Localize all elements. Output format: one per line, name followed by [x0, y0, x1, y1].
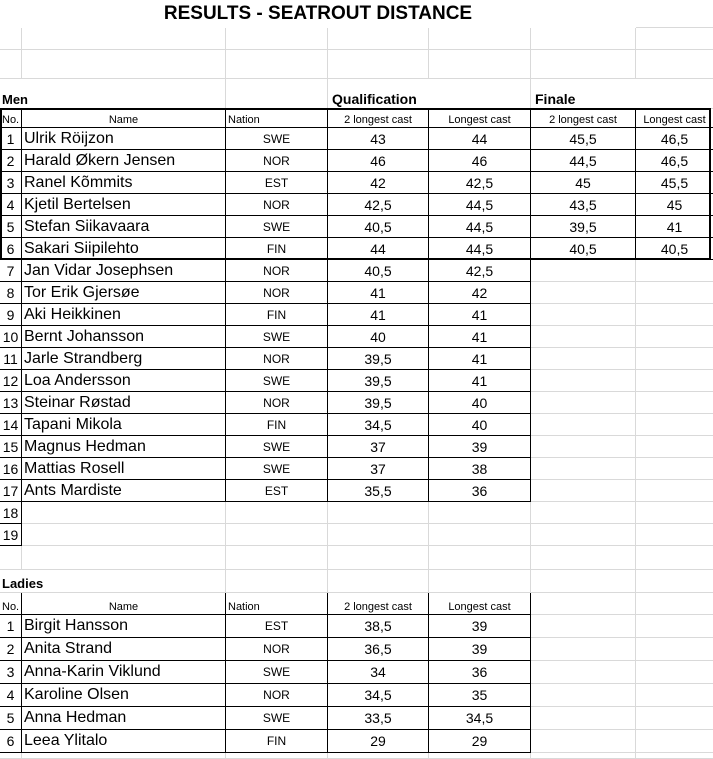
final-2-longest[interactable]: 44,5	[531, 150, 636, 172]
nation[interactable]: SWE	[226, 370, 328, 392]
athlete-name[interactable]	[22, 502, 226, 524]
athlete-name[interactable]: Kjetil Bertelsen	[22, 194, 226, 216]
row-number: 8	[0, 282, 22, 304]
nation[interactable]: NOR	[226, 194, 328, 216]
header-qual-longest: Longest cast	[429, 593, 531, 615]
row-number: 17	[0, 480, 22, 502]
athlete-name[interactable]: Stefan Siikavaara	[22, 216, 226, 238]
qual-2-longest[interactable]: 44	[328, 238, 429, 260]
row-number: 11	[0, 348, 22, 370]
qual-longest[interactable]: 39	[429, 436, 531, 458]
nation[interactable]: NOR	[226, 348, 328, 370]
row-number: 12	[0, 370, 22, 392]
final-2-longest[interactable]	[531, 458, 636, 480]
qual-2-longest[interactable]: 40,5	[328, 216, 429, 238]
header-name: Name	[22, 593, 226, 615]
qual-2-longest[interactable]: 34	[328, 661, 429, 684]
qual-2-longest[interactable]: 34,5	[328, 414, 429, 436]
athlete-name[interactable]: Anna-Karin Viklund	[22, 661, 226, 684]
nation[interactable]: SWE	[226, 326, 328, 348]
nation[interactable]: FIN	[226, 414, 328, 436]
nation[interactable]	[226, 524, 328, 546]
final-longest[interactable]	[636, 282, 713, 304]
row-number: 10	[0, 326, 22, 348]
qual-longest[interactable]: 29	[429, 730, 531, 753]
row-number: 1	[0, 615, 22, 638]
qual-2-longest[interactable]: 34,5	[328, 684, 429, 707]
row-number: 3	[0, 661, 22, 684]
athlete-name[interactable]: Anna Hedman	[22, 707, 226, 730]
final-longest[interactable]	[636, 392, 713, 414]
final-longest[interactable]: 46,5	[636, 128, 713, 150]
table-row	[0, 458, 713, 480]
athlete-name[interactable]: Jarle Strandberg	[22, 348, 226, 370]
table-row	[0, 238, 713, 260]
qual-longest[interactable]: 44,5	[429, 216, 531, 238]
qual-longest[interactable]: 36	[429, 661, 531, 684]
athlete-name[interactable]: Bernt Johansson	[22, 326, 226, 348]
row-number: 19	[0, 524, 22, 546]
athlete-name[interactable]: Ranel Kõmmits	[22, 172, 226, 194]
blank-row	[0, 753, 713, 759]
header-nation: Nation	[226, 109, 328, 128]
nation[interactable]: NOR	[226, 150, 328, 172]
qual-longest[interactable]: 44	[429, 128, 531, 150]
row-number: 6	[0, 730, 22, 753]
nation[interactable]: SWE	[226, 128, 328, 150]
athlete-name[interactable]: Tapani Mikola	[22, 414, 226, 436]
qual-2-longest[interactable]: 43	[328, 128, 429, 150]
row-number: 1	[0, 128, 22, 150]
athlete-name[interactable]: Ants Mardiste	[22, 480, 226, 502]
qual-2-longest[interactable]: 42,5	[328, 194, 429, 216]
table-row	[0, 615, 713, 638]
cell[interactable]	[636, 0, 713, 28]
final-2-longest[interactable]	[531, 414, 636, 436]
row-number: 18	[0, 502, 22, 524]
table-row	[0, 480, 713, 502]
table-row	[0, 370, 713, 392]
final-longest[interactable]	[636, 414, 713, 436]
table-row	[0, 502, 713, 524]
final-2-longest[interactable]	[531, 392, 636, 414]
final-2-longest[interactable]	[531, 282, 636, 304]
blank-row	[0, 546, 713, 570]
title-row	[0, 0, 713, 28]
table-row	[0, 661, 713, 684]
qualification-group-label: Qualification	[328, 79, 429, 109]
table-row	[0, 128, 713, 150]
blank-row	[0, 28, 713, 50]
row-number: 2	[0, 150, 22, 172]
final-longest[interactable]: 46,5	[636, 150, 713, 172]
final-longest[interactable]: 41	[636, 216, 713, 238]
row-number: 15	[0, 436, 22, 458]
header-final-2-longest: 2 longest cast	[531, 109, 636, 128]
final-2-longest[interactable]	[531, 436, 636, 458]
athlete-name[interactable]: Mattias Rosell	[22, 458, 226, 480]
final-longest[interactable]	[636, 370, 713, 392]
table-row	[0, 282, 713, 304]
qual-2-longest[interactable]: 39,5	[328, 392, 429, 414]
table-row	[0, 194, 713, 216]
table-row	[0, 524, 713, 546]
qual-longest[interactable]: 42,5	[429, 172, 531, 194]
athlete-name[interactable]: Jan Vidar Josephsen	[22, 260, 226, 282]
header-qual-longest: Longest cast	[429, 109, 531, 128]
nation[interactable]: EST	[226, 615, 328, 638]
final-longest[interactable]	[636, 480, 713, 502]
header-qual-2-longest: 2 longest cast	[328, 593, 429, 615]
header-no: No.	[0, 593, 22, 615]
qual-2-longest[interactable]: 38,5	[328, 615, 429, 638]
final-2-longest[interactable]	[531, 304, 636, 326]
final-2-longest[interactable]: 45,5	[531, 128, 636, 150]
header-no: No.	[0, 109, 22, 128]
final-longest[interactable]	[636, 524, 713, 546]
nation[interactable]: NOR	[226, 684, 328, 707]
row-number: 6	[0, 238, 22, 260]
qual-longest[interactable]: 41	[429, 304, 531, 326]
header-name: Name	[22, 109, 226, 128]
final-2-longest[interactable]	[531, 370, 636, 392]
row-number: 4	[0, 194, 22, 216]
qual-longest[interactable]: 36	[429, 480, 531, 502]
table-row	[0, 707, 713, 730]
qual-longest[interactable]: 35	[429, 684, 531, 707]
final-longest[interactable]	[636, 502, 713, 524]
final-longest[interactable]	[636, 326, 713, 348]
final-longest[interactable]: 45	[636, 194, 713, 216]
header-final-longest: Longest cast	[636, 109, 713, 128]
row-number: 3	[0, 172, 22, 194]
final-2-longest[interactable]: 39,5	[531, 216, 636, 238]
ladies-label-row	[0, 570, 713, 593]
qual-longest[interactable]: 42,5	[429, 260, 531, 282]
qual-longest[interactable]: 42	[429, 282, 531, 304]
qual-2-longest[interactable]: 39,5	[328, 348, 429, 370]
athlete-name[interactable]: Leea Ylitalo	[22, 730, 226, 753]
nation[interactable]: NOR	[226, 638, 328, 661]
nation[interactable]	[226, 502, 328, 524]
final-longest[interactable]	[636, 260, 713, 282]
qual-2-longest[interactable]: 33,5	[328, 707, 429, 730]
athlete-name[interactable]: Aki Heikkinen	[22, 304, 226, 326]
qual-2-longest[interactable]: 35,5	[328, 480, 429, 502]
final-longest[interactable]: 40,5	[636, 238, 713, 260]
athlete-name[interactable]: Loa Andersson	[22, 370, 226, 392]
table-row	[0, 304, 713, 326]
final-longest[interactable]	[636, 458, 713, 480]
qual-2-longest[interactable]: 41	[328, 304, 429, 326]
row-number: 4	[0, 684, 22, 707]
nation[interactable]: SWE	[226, 707, 328, 730]
athlete-name[interactable]: Harald Økern Jensen	[22, 150, 226, 172]
nation[interactable]: EST	[226, 480, 328, 502]
athlete-name[interactable]	[22, 524, 226, 546]
qual-longest[interactable]: 41	[429, 326, 531, 348]
qual-2-longest[interactable]: 37	[328, 458, 429, 480]
qual-2-longest[interactable]: 37	[328, 436, 429, 458]
nation[interactable]: SWE	[226, 216, 328, 238]
final-2-longest[interactable]: 45	[531, 172, 636, 194]
ladies-header-row	[0, 593, 713, 615]
athlete-name[interactable]: Tor Erik Gjersøe	[22, 282, 226, 304]
row-number: 9	[0, 304, 22, 326]
final-2-longest[interactable]	[531, 348, 636, 370]
qual-longest[interactable]: 40	[429, 392, 531, 414]
table-row	[0, 684, 713, 707]
qual-longest[interactable]: 44,5	[429, 194, 531, 216]
nation[interactable]: NOR	[226, 392, 328, 414]
qual-longest[interactable]: 40	[429, 414, 531, 436]
table-row	[0, 172, 713, 194]
qual-longest[interactable]: 41	[429, 348, 531, 370]
qual-longest[interactable]: 41	[429, 370, 531, 392]
athlete-name[interactable]: Sakari Siipilehto	[22, 238, 226, 260]
header-qual-2-longest: 2 longest cast	[328, 109, 429, 128]
qual-2-longest[interactable]: 39,5	[328, 370, 429, 392]
final-longest[interactable]	[636, 348, 713, 370]
table-row	[0, 730, 713, 753]
athlete-name[interactable]: Karoline Olsen	[22, 684, 226, 707]
row-number: 7	[0, 260, 22, 282]
nation[interactable]: NOR	[226, 260, 328, 282]
row-number: 5	[0, 216, 22, 238]
final-2-longest[interactable]	[531, 480, 636, 502]
qual-2-longest[interactable]: 46	[328, 150, 429, 172]
header-nation: Nation	[226, 593, 328, 615]
athlete-name[interactable]: Ulrik Röijzon	[22, 128, 226, 150]
final-longest[interactable]	[636, 304, 713, 326]
table-row	[0, 414, 713, 436]
qual-2-longest[interactable]	[328, 524, 429, 546]
final-2-longest[interactable]: 43,5	[531, 194, 636, 216]
nation[interactable]: SWE	[226, 661, 328, 684]
men-section-label: Men	[0, 79, 22, 109]
row-number: 14	[0, 414, 22, 436]
athlete-name[interactable]: Steinar Røstad	[22, 392, 226, 414]
finale-group-label: Finale	[531, 79, 636, 109]
men-group-row	[0, 79, 713, 109]
row-number: 16	[0, 458, 22, 480]
qual-2-longest[interactable]: 40	[328, 326, 429, 348]
nation[interactable]: SWE	[226, 458, 328, 480]
row-number: 13	[0, 392, 22, 414]
athlete-name[interactable]: Magnus Hedman	[22, 436, 226, 458]
final-longest[interactable]	[636, 436, 713, 458]
qual-2-longest[interactable]: 41	[328, 282, 429, 304]
qual-2-longest[interactable]: 40,5	[328, 260, 429, 282]
table-row	[0, 392, 713, 414]
qual-longest[interactable]: 34,5	[429, 707, 531, 730]
row-number: 5	[0, 707, 22, 730]
ladies-section-label: Ladies	[0, 570, 22, 593]
row-number: 2	[0, 638, 22, 661]
men-header-row	[0, 109, 713, 128]
final-2-longest[interactable]	[531, 502, 636, 524]
qual-2-longest[interactable]: 29	[328, 730, 429, 753]
athlete-name[interactable]: Anita Strand	[22, 638, 226, 661]
blank-row	[0, 50, 713, 79]
final-2-longest[interactable]: 40,5	[531, 238, 636, 260]
nation[interactable]: FIN	[226, 304, 328, 326]
table-row	[0, 326, 713, 348]
qual-longest[interactable]: 46	[429, 150, 531, 172]
qual-2-longest[interactable]	[328, 502, 429, 524]
qual-longest[interactable]	[429, 502, 531, 524]
final-2-longest[interactable]	[531, 524, 636, 546]
qual-longest[interactable]: 39	[429, 615, 531, 638]
qual-longest[interactable]: 44,5	[429, 238, 531, 260]
sheet-title: RESULTS - SEATROUT DISTANCE	[163, 3, 473, 24]
table-row	[0, 260, 713, 282]
table-row	[0, 436, 713, 458]
final-longest[interactable]: 45,5	[636, 172, 713, 194]
qual-2-longest[interactable]: 36,5	[328, 638, 429, 661]
qual-2-longest[interactable]: 42	[328, 172, 429, 194]
nation[interactable]: FIN	[226, 730, 328, 753]
nation[interactable]: EST	[226, 172, 328, 194]
table-row	[0, 638, 713, 661]
final-2-longest[interactable]	[531, 260, 636, 282]
table-row	[0, 150, 713, 172]
nation[interactable]: SWE	[226, 436, 328, 458]
nation[interactable]: NOR	[226, 282, 328, 304]
athlete-name[interactable]: Birgit Hansson	[22, 615, 226, 638]
qual-longest[interactable]: 39	[429, 638, 531, 661]
qual-longest[interactable]	[429, 524, 531, 546]
final-2-longest[interactable]	[531, 326, 636, 348]
nation[interactable]: FIN	[226, 238, 328, 260]
qual-longest[interactable]: 38	[429, 458, 531, 480]
table-row	[0, 216, 713, 238]
table-row	[0, 348, 713, 370]
